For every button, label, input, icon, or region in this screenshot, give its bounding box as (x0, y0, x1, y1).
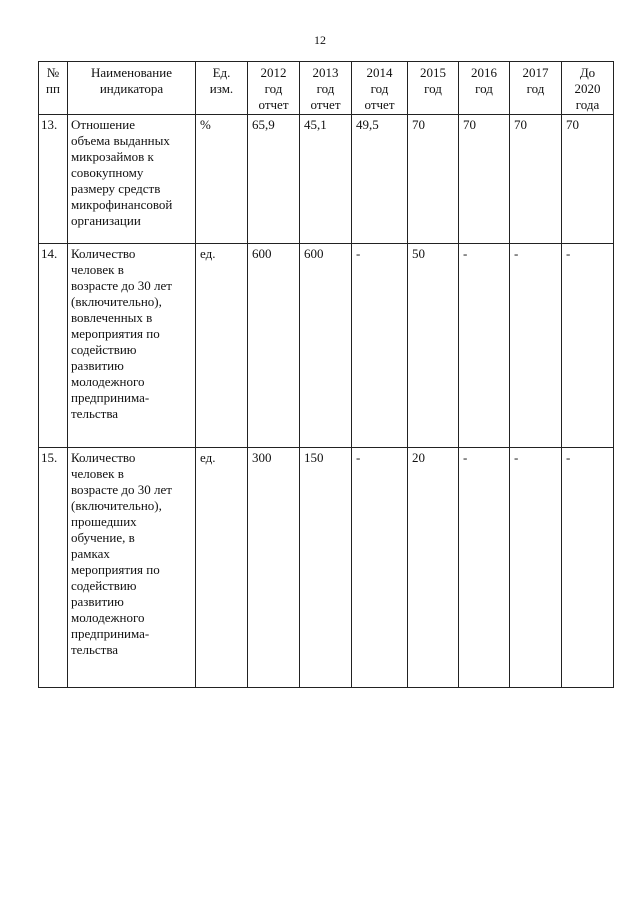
value-2017: - (510, 448, 562, 688)
unit-cell: ед. (196, 448, 248, 688)
value-2013: 150 (300, 448, 352, 688)
header-2017: 2017 год (510, 62, 562, 115)
indicators-table (38, 61, 614, 688)
value-2020: - (562, 244, 614, 448)
header-2020: До 2020 года (562, 62, 614, 115)
header-row (39, 62, 614, 115)
header-num: № пп (39, 62, 68, 115)
indicator-name: Количество человек в возрасте до 30 лет (включительно), прошедших обучение, в рамках мероприятия по содействию развитию молодежного предпринима- тельства (68, 448, 196, 688)
header-2014: 2014 год отчет (352, 62, 408, 115)
unit-cell: % (196, 115, 248, 244)
row-number: 15. (39, 448, 68, 688)
value-2012: 600 (248, 244, 300, 448)
page-number: 12 (314, 33, 326, 47)
value-2015: 70 (408, 115, 459, 244)
value-2012: 300 (248, 448, 300, 688)
value-2015: 50 (408, 244, 459, 448)
indicator-name: Отношение объема выданных микрозаймов к совокупному размеру средств микрофинансовой организации (68, 115, 196, 244)
indicator-name: Количество человек в возрасте до 30 лет (включительно), вовлеченных в мероприятия по содействию развитию молодежного предпринима- тельства (68, 244, 196, 448)
row-number: 14. (39, 244, 68, 448)
header-2016: 2016 год (459, 62, 510, 115)
row-number: 13. (39, 115, 68, 244)
value-2013: 45,1 (300, 115, 352, 244)
value-2014: - (352, 448, 408, 688)
header-2013: 2013 год отчет (300, 62, 352, 115)
value-2016: 70 (459, 115, 510, 244)
value-2016: - (459, 244, 510, 448)
value-2012: 65,9 (248, 115, 300, 244)
table-row (39, 244, 614, 448)
value-2015: 20 (408, 448, 459, 688)
value-2013: 600 (300, 244, 352, 448)
value-2017: - (510, 244, 562, 448)
table-row (39, 115, 614, 244)
value-2017: 70 (510, 115, 562, 244)
header-unit: Ед. изм. (196, 62, 248, 115)
header-2015: 2015 год (408, 62, 459, 115)
value-2014: 49,5 (352, 115, 408, 244)
header-indicator-name: Наименование индикатора (68, 62, 196, 115)
value-2020: 70 (562, 115, 614, 244)
value-2020: - (562, 448, 614, 688)
value-2014: - (352, 244, 408, 448)
table-row (39, 448, 614, 688)
value-2016: - (459, 448, 510, 688)
header-2012: 2012 год отчет (248, 62, 300, 115)
unit-cell: ед. (196, 244, 248, 448)
